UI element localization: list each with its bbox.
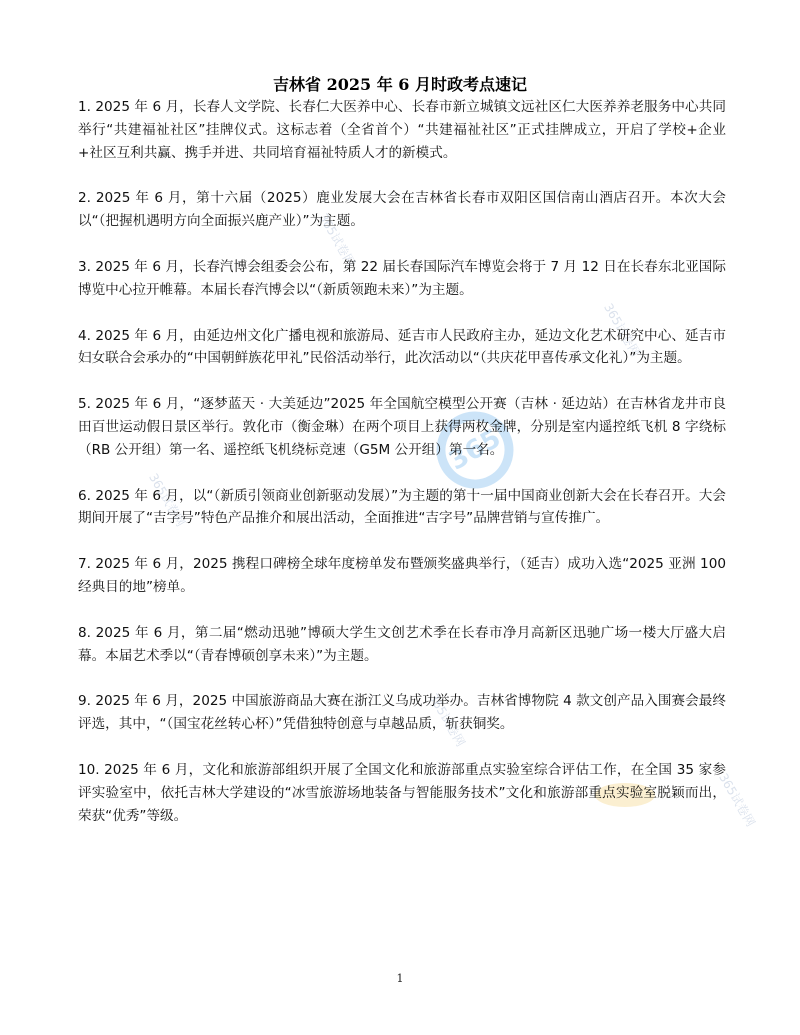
news-item: 4. 2025 年 6 月，由延边州文化广播电视和旅游局、延吉市人民政府主办，延边文化艺术研究中心、延吉市妇女联合会承办的“中国朝鲜族花甲礼”民俗活动举行，此次活动以“（共庆花甲喜传承文化礼）”为主题。 [78, 327, 726, 367]
article-body [78, 96, 726, 850]
page-title: 吉林省 2025 年 6 月时政考点速记 [273, 75, 527, 94]
news-item: 6. 2025 年 6 月，以“（新质引领商业创新驱动发展）”为主题的第十一届中国商业创新大会在长春召开。大会期间开展了“吉字号”特色产品推介和展出活动，全面推进“吉字号”品牌营销与宣传推广。 [78, 487, 726, 527]
news-item: 5. 2025 年 6 月，“逐梦蓝天 · 大美延边”2025 年全国航空模型公开赛（吉林 · 延边站）在吉林省龙井市良田百世运动假日景区举行。敦化市（衡金琳）在两个项目上获得两枚金牌，分别是室内遥控纸飞机 8 字绕标（RB 公开组）第一名、遥控纸飞机绕标竞速（G5M 公开组）第一名。 [78, 396, 726, 458]
watermark-text: 365试卷网 [316, 211, 358, 270]
watermark-logo-text: 365 [443, 423, 507, 477]
news-item: 3. 2025 年 6 月，长春汽博会组委会公布，第 22 届长春国际汽车博览会将于 7 月 12 日在长春东北亚国际博览中心拉开帷幕。本届长春汽博会以“（新质领跑未来）”为主题。 [78, 258, 726, 298]
watermark-text: 365试卷网 [426, 691, 468, 750]
news-item: 7. 2025 年 6 月，2025 携程口碑榜全球年度榜单发布暨颁奖盛典举行，（延吉）成功入选“2025 亚洲 100 经典目的地”榜单。 [78, 556, 726, 595]
news-item: 10. 2025 年 6 月，文化和旅游部组织开展了全国文化和旅游部重点实验室综合评估工作，在全国 35 家参评实验室中，依托吉林大学建设的“冰雪旅游场地装备与智能服务技术”文化和旅游部重点实验室脱颖而出，荣获“优秀”等级。 [78, 761, 726, 824]
news-item: 2. 2025 年 6 月，第十六届（2025）鹿业发展大会在吉林省长春市双阳区国信南山酒店召开。本次大会以“（把握机遇明方向全面振兴鹿产业）”为主题。 [78, 190, 726, 230]
watermark-text: 365试卷网 [146, 471, 188, 530]
page-number: 1 [396, 972, 404, 985]
watermark-text: 365试卷网 [601, 301, 643, 360]
news-item: 9. 2025 年 6 月，2025 中国旅游商品大赛在浙江义乌成功举办。吉林省博物院 4 款文创产品入围赛会最终评选，其中，“（国宝花丝转心杯）”凭借独特创意与卓越品质，斩获铜奖。 [78, 693, 726, 733]
news-item: 1. 2025 年 6 月，长春人文学院、长春仁大医养中心、长春市新立城镇文远社区仁大医养养老服务中心共同举行“共建福祉社区”挂牌仪式。这标志着（全省首个）“共建福祉社区”正式挂牌成立，开启了学校+企业+社区互利共赢、携手并进、共同培育福祉特质人才的新模式。 [78, 99, 726, 161]
news-item: 8. 2025 年 6 月，第二届“燃动迅驰”博硕大学生文创艺术季在长春市净月高新区迅驰广场一楼大厅盛大启幕。本届艺术季以“（青春博硕创享未来）”为主题。 [78, 624, 726, 664]
watermark-text: 365试卷网 [716, 771, 758, 830]
